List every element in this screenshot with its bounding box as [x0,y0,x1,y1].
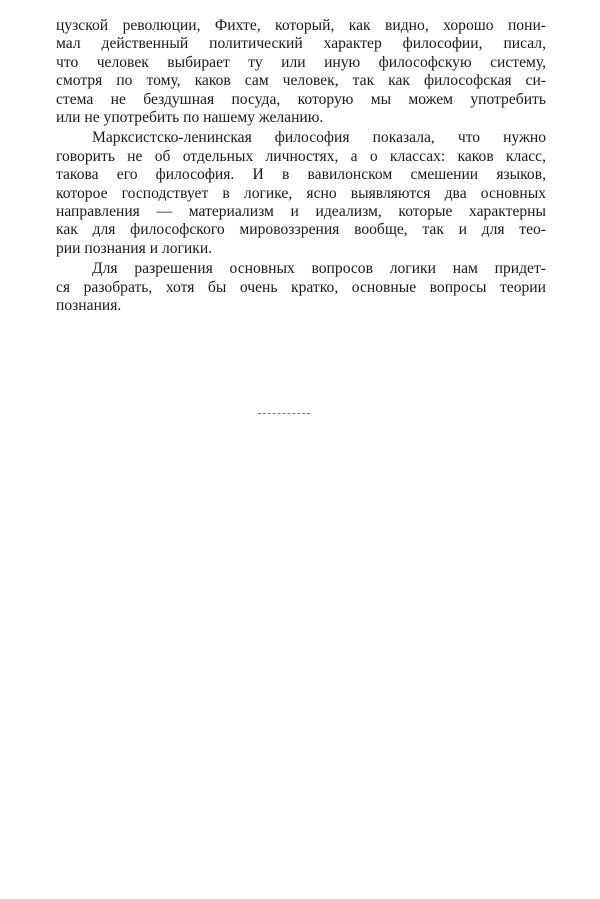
text-line: стема не бездушная посуда, которую мы можем употребить [56,90,546,108]
text-line: направления — материализм и идеализм, которые характерны [56,203,546,221]
text-line: мал действенный политический характер философии, писал, [56,35,546,53]
text-line: такова его философия. И в вавилонском смешении языков, [56,166,546,184]
text-line: рии познания и логики. [56,239,213,257]
text-line: ся разобрать, хотя бы очень кратко, основные вопросы теории [56,278,546,296]
paragraph-logic [56,260,546,315]
text-line: цузской революции, Фихте, который, как видно, хорошо пони- [56,17,546,34]
section-end-ornament [258,413,310,416]
text-line: смотря по тому, каков сам человек, так как философская си- [56,72,546,90]
text-line: познания. [56,297,122,315]
body-text [56,17,546,316]
paragraph-fichte [56,17,546,127]
paragraph-marxist [56,129,546,258]
text-line: или не употребить по нашему желанию. [56,109,324,127]
text-line: как для философского мировоззрения вообще, так и для тео- [56,221,546,239]
text-line: Для разрешения основных вопросов логики нам придет- [92,260,546,278]
text-line: говорить не об отдельных личностях, а о классах: каков класс, [56,147,546,165]
text-line: что человек выбирает ту или иную философскую систему, [56,53,546,71]
text-line: Марксистско-ленинская философия показала, что нужно [92,129,546,147]
text-line: которое господствует в логике, ясно выявляются два основных [56,184,546,202]
